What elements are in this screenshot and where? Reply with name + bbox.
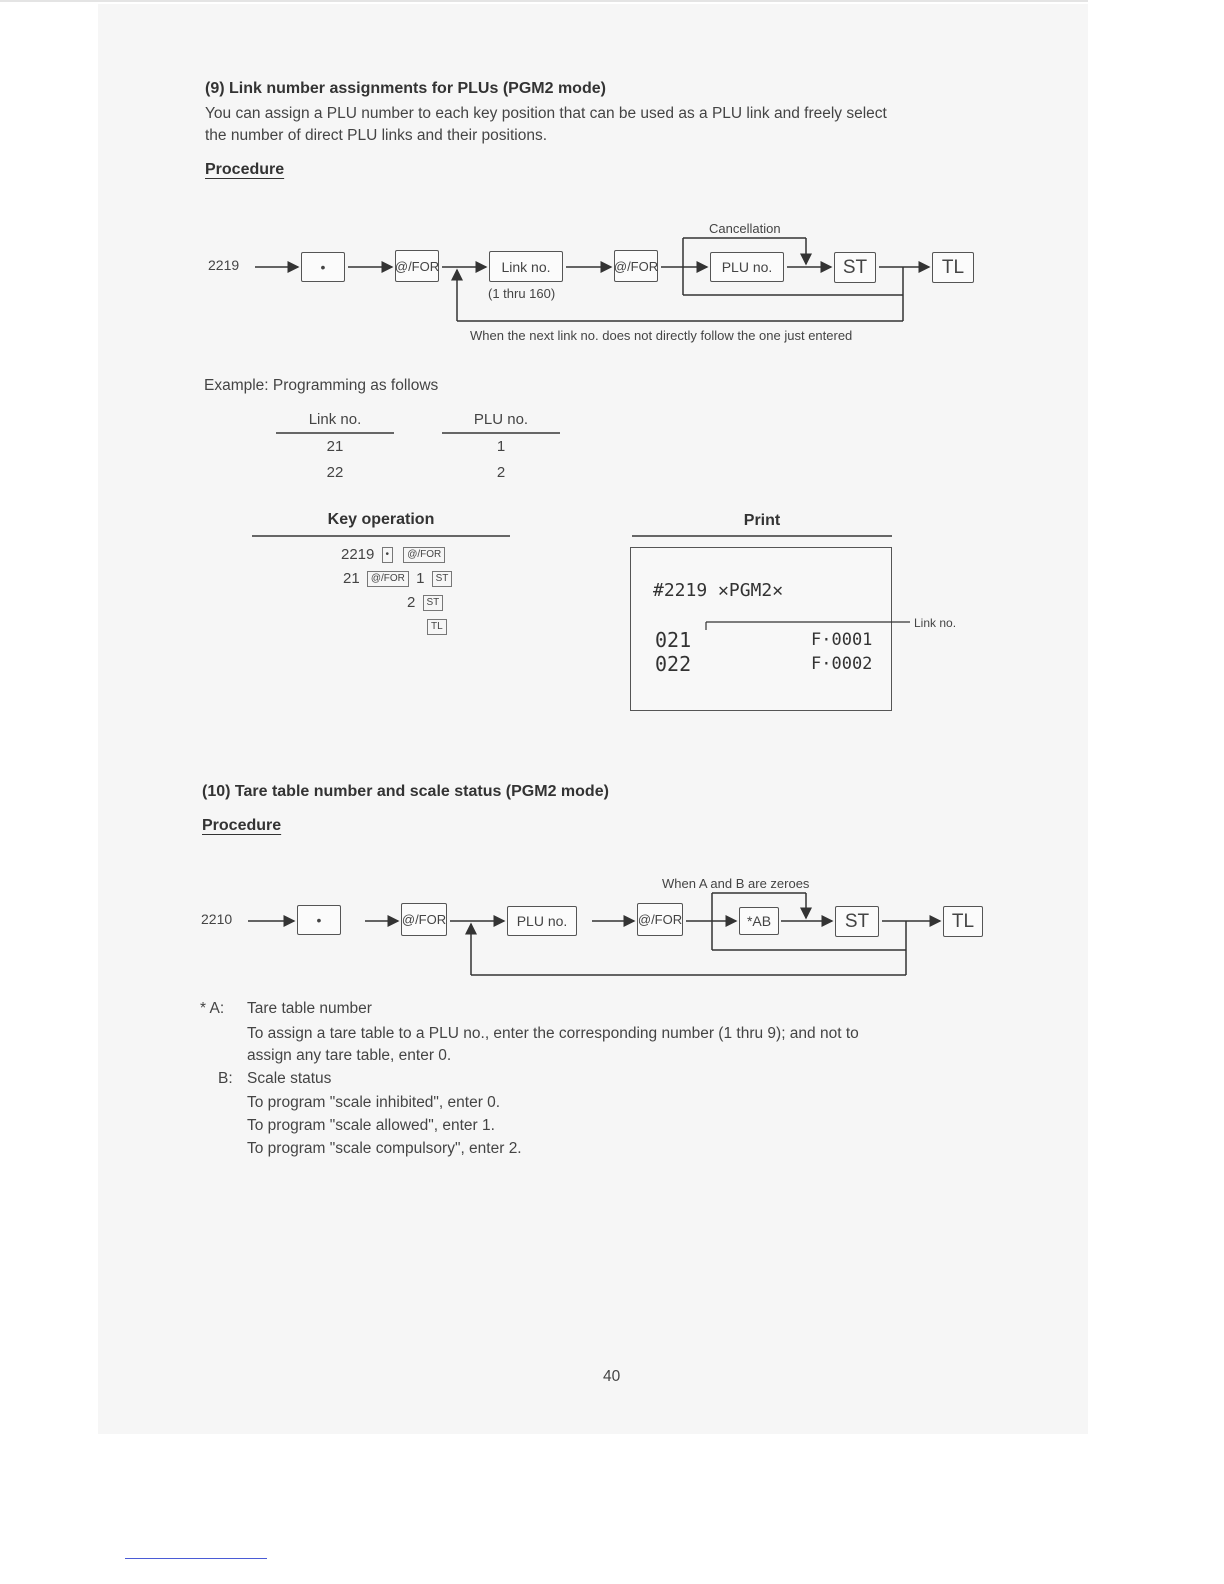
table-cell: 1 — [496, 438, 506, 455]
zero-note: When A and B are zeroes — [662, 876, 810, 891]
st-key-2: ST — [835, 906, 879, 937]
link-range: (1 thru 160) — [488, 286, 556, 301]
print-row1-link: 021 — [655, 628, 692, 652]
page-number: 40 — [603, 1368, 621, 1385]
keyop-code: 1 — [416, 570, 425, 587]
keyop-key: ST — [423, 595, 444, 611]
cancellation-label: Cancellation — [709, 221, 781, 236]
note-b-label: B: — [218, 1070, 233, 1087]
table-cell: 22 — [326, 464, 344, 481]
print-row2-plu: F·0002 — [811, 654, 873, 674]
table-cell: 21 — [326, 438, 344, 455]
section9-heading: (9) Link number assignments for PLUs (PGM2 mode) — [205, 80, 606, 97]
print-callout-label: Link no. — [914, 616, 957, 630]
section9-paragraph-line1: You can assign a PLU number to each key position that can be used as a PLU link and freely select — [205, 105, 887, 122]
table-cell: 2 — [496, 464, 506, 481]
tl-key: TL — [932, 252, 974, 283]
keyop-key: @/FOR — [367, 571, 409, 587]
footer-rule — [125, 1558, 267, 1559]
print-row2-link: 022 — [655, 652, 692, 676]
keyop-code: 21 — [343, 570, 360, 587]
section10-heading: (10) Tare table number and scale status (PGM2 mode) — [202, 783, 609, 800]
note-b-line2: To program "scale allowed", enter 1. — [247, 1117, 495, 1134]
example-header-plu: PLU no. — [473, 411, 529, 428]
link-no-box: Link no. — [489, 251, 563, 282]
for-key-3: @/FOR — [401, 903, 447, 936]
keyop-key: TL — [427, 619, 447, 635]
note-a-line2: assign any tare table, enter 0. — [247, 1047, 452, 1064]
section9-paragraph-line2: the number of direct PLU links and their positions. — [205, 127, 548, 144]
print-header: #2219 ✕PGM2✕ — [653, 580, 784, 601]
for-key: @/FOR — [395, 250, 439, 282]
section9-procedure-label: Procedure — [205, 161, 285, 178]
for-key-4: @/FOR — [637, 903, 683, 936]
note-b-line1: To program "scale inhibited", enter 0. — [247, 1094, 501, 1111]
st-key: ST — [834, 252, 876, 283]
dot-key: • — [301, 252, 345, 282]
note-a-title: Tare table number — [247, 1000, 372, 1017]
for-key-2: @/FOR — [614, 250, 658, 282]
example-header-link: Link no. — [308, 411, 362, 428]
note-a-line1: To assign a tare table to a PLU no., enter the corresponding number (1 thru 9); and not to — [247, 1025, 859, 1042]
note-b-title: Scale status — [247, 1070, 332, 1087]
note-b-line3: To program "scale compulsory", enter 2. — [247, 1140, 522, 1157]
loop-note: When the next link no. does not directly follow the one just entered — [470, 328, 853, 343]
keyop-key: ST — [432, 571, 453, 587]
example-label: Example: Programming as follows — [204, 377, 439, 394]
note-a-label: * A: — [200, 1000, 225, 1017]
keyop-code: 2219 — [341, 546, 375, 563]
tl-key-2: TL — [943, 906, 983, 937]
section10-procedure-label: Procedure — [202, 817, 282, 834]
keyop-code: 2 — [407, 594, 416, 611]
print-row1-plu: F·0001 — [811, 630, 873, 650]
section9-start-code: 2219 — [208, 257, 240, 273]
plu-no-box: PLU no. — [710, 252, 784, 282]
plu-no-box-2: PLU no. — [507, 906, 577, 936]
keyop-key: @/FOR — [403, 547, 445, 563]
keyop-key: • — [382, 547, 394, 563]
key-operation-heading: Key operation — [327, 511, 435, 528]
dot-key-2: • — [297, 905, 341, 935]
ab-box: *AB — [739, 907, 779, 935]
section10-start-code: 2210 — [201, 911, 233, 927]
print-heading: Print — [743, 512, 781, 529]
